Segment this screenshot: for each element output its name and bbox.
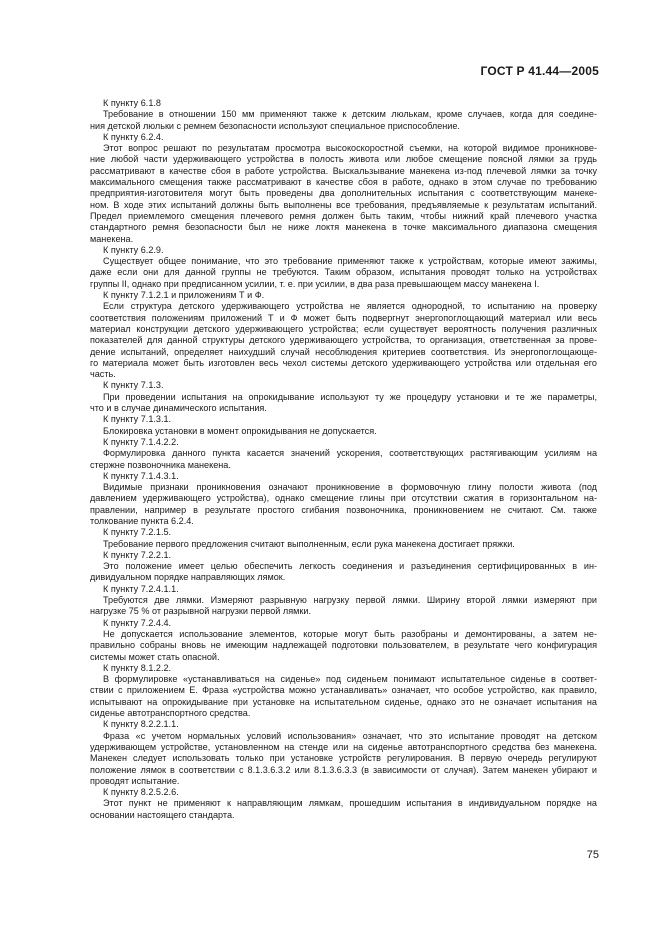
paragraph-line: Формулировка данного пункта касается значений ускорения, соответствующих растягивающим усилиям на xyxy=(103,448,597,459)
section-paragraph xyxy=(90,392,597,415)
paragraph-line: сиденье автотранспортного средства. xyxy=(90,708,251,719)
section-reference: К пункту 7.1.3.1. xyxy=(103,414,172,425)
document-header: ГОСТ Р 41.44—2005 xyxy=(480,64,599,78)
paragraph-line: даже если они для данной группы не требуются. Таким образом, испытания проводят только на устройствах xyxy=(90,267,597,278)
section-paragraph xyxy=(90,256,597,290)
paragraph-line: показателей для данной структуры детского удерживающего устройства, то организация, ответственная за прове- xyxy=(90,335,597,346)
paragraph-line: часть. xyxy=(90,369,116,380)
paragraph-line: положение лямок в соответствии с 8.1.3.6.3.2 или 8.1.3.6.3.3 (в зависимости от случая). Затем манекен убирают и xyxy=(90,764,597,775)
paragraph-line: предприятия-изготовителя могут быть проведены два дополнительных испытания с соответствующим манеке- xyxy=(90,188,597,199)
paragraph-line: Этот вопрос решают по результатам просмотра высокоскоростной съемки, на которой видимое проникнове- xyxy=(103,143,597,154)
paragraph-line: что и в случае динамического испытания. xyxy=(90,403,267,414)
document-body xyxy=(90,98,597,821)
section-paragraph xyxy=(90,595,597,618)
paragraph-line: правильно собраны вновь не имеющим надлежащей подготовки пользователем, в результате чего конфигурация xyxy=(90,640,597,651)
paragraph-line: группы II, однако при предписанном усилии, т. е. при усилии, в два раза превышающем массу манекена I. xyxy=(90,278,540,289)
section-paragraph xyxy=(90,798,597,821)
paragraph-line: материал конструкции детского удерживающего устройства; если существует вероятность получения различных xyxy=(90,323,597,334)
section-paragraph xyxy=(90,301,597,380)
page-number: 75 xyxy=(586,849,599,861)
paragraph-line: стандартного ремня безопасности был не ниже локтя манекена в точке максимального диапазона смещения xyxy=(90,222,597,233)
paragraph-line: В формулировке «устанавливаться на сиденье» под сиденьем понимают испытательное сиденье в соответ- xyxy=(103,674,597,685)
paragraph-line: испытывают на опрокидывание при установке на испытательном сиденье, однако это не означает испытания на xyxy=(90,696,597,707)
paragraph-line: дение испытаний, определяет наихудший случай несоблюдения критериев соответствия. Из энергопоглощающе- xyxy=(90,346,597,357)
paragraph-line: ния детской люльки с ремнем безопасности используют специальное приспособление. xyxy=(90,120,460,131)
paragraph-line: правлении, например в результате простого сгибания позвоночника, проникновением не считают. См. также xyxy=(90,504,597,515)
section-paragraph xyxy=(90,629,597,663)
paragraph-line: При проведении испытания на опрокидывание используют ту же процедуру установки и те же параметры, xyxy=(103,391,597,402)
section-reference: К пункту 6.1.8 xyxy=(103,98,161,108)
paragraph-line: Существует общее понимание, что это требование применяют также к устройствам, которые имеют зажимы, xyxy=(103,256,597,267)
section-reference: К пункту 7.2.4.4. xyxy=(103,617,172,628)
paragraph-line: ном. В ходе этих испытаний должны быть выполнены все требования, предъявляемые к результатам испытаний. xyxy=(90,199,597,210)
section-reference: К пункту 7.1.4.2.2. xyxy=(103,436,179,447)
paragraph-line: проводят испытание. xyxy=(90,775,180,786)
section-paragraph xyxy=(90,143,597,245)
paragraph-line: основании настоящего стандарта. xyxy=(90,809,235,820)
paragraph-line: Видимые признаки проникновения означают проникновение в формовочную глину полости живота (под xyxy=(103,482,597,493)
paragraph-line: толкование пункта 6.2.4. xyxy=(90,515,194,526)
section-paragraph xyxy=(90,539,597,550)
section-reference: К пункту 6.2.9. xyxy=(103,244,164,255)
section-reference: К пункту 6.2.4. xyxy=(103,131,164,142)
paragraph-line: ние любой части удерживающего устройства в полость живота или любое смещение поясной лямки за грудь xyxy=(90,154,597,165)
paragraph-line: нагрузке 75 % от разрывной нагрузки первой лямки. xyxy=(90,606,311,617)
section-reference: К пункту 7.1.4.3.1. xyxy=(103,470,179,481)
paragraph-line: Это положение имеет целью обеспечить легкость соединения и разъединения сертифицированных в ин- xyxy=(103,561,597,572)
paragraph-line: манекена. xyxy=(90,233,134,244)
paragraph-line: давлением удерживающего устройства), однако смещение глины при отсутствии сжатия в горизонтальном на- xyxy=(90,493,597,504)
section-reference: К пункту 7.2.1.5. xyxy=(103,527,172,538)
paragraph-line: системы может стать опасной. xyxy=(90,651,220,662)
section-paragraph xyxy=(90,674,597,719)
section-reference: К пункту 7.1.3. xyxy=(103,380,164,391)
paragraph-line: рассматривают в качестве сбоя в работе устройства. Выскальзывание манекена из-под плечевой лямки за точку xyxy=(90,165,597,176)
paragraph-line: ствии с приложением Е. Фраза «устройства можно устанавливать» означает, что особое устройство, как правило, xyxy=(90,685,597,696)
paragraph-line: Предел приемлемого смещения плечевого ремня должен быть таким, чтобы нижний край плечевого участка xyxy=(90,210,597,221)
paragraph-line: Блокировка установки в момент опрокидывания не допускается. xyxy=(103,425,377,436)
section-paragraph xyxy=(90,109,597,132)
section-reference: К пункту 7.2.2.1. xyxy=(103,549,172,560)
paragraph-line: Требование первого предложения считают выполненным, если рука манекена достигает пряжки. xyxy=(103,538,515,549)
section-reference: К пункту 8.2.5.2.6. xyxy=(103,787,179,798)
paragraph-line: Этот пункт не применяют к направляющим лямкам, прошедшим испытания в индивидуальном порядке на xyxy=(103,798,597,809)
paragraph-line: го материала может быть изготовлен весь чехол системы детского удерживающего устройства или отдельная его xyxy=(90,357,597,368)
section-paragraph xyxy=(90,448,597,471)
paragraph-line: Требование в отношении 150 мм применяют также к детским люлькам, кроме случаев, когда для соедине- xyxy=(103,109,597,120)
paragraph-line: Если структура детского удерживающего устройства не является однородной, то испытанию на проверку xyxy=(103,301,597,312)
section-reference: К пункту 8.2.2.1.1. xyxy=(103,719,179,730)
section-paragraph xyxy=(90,426,597,437)
section-paragraph xyxy=(90,482,597,527)
section-reference: К пункту 8.1.2.2. xyxy=(103,662,172,673)
section-paragraph xyxy=(90,561,597,584)
paragraph-line: Не допускается использование элементов, которые могут быть разобраны и демонтированы, а затем не- xyxy=(103,628,597,639)
paragraph-line: максимального смещения также рассматривают в качестве сбоя в работе, однако в этом случае по требованию xyxy=(90,177,597,188)
paragraph-line: стержне позвоночника манекена. xyxy=(90,459,231,470)
section-reference: К пункту 7.1.2.1 и приложениям Т и Ф. xyxy=(103,290,265,301)
section-paragraph xyxy=(90,731,597,787)
paragraph-line: Требуются две лямки. Измеряют разрывную нагрузку первой лямки. Ширину второй лямки измеряют при xyxy=(103,595,597,606)
paragraph-line: дивидуальном порядке направляющих лямок. xyxy=(90,572,286,583)
paragraph-line: Манекен следует использовать только при установке устройств регулирования. В первую очередь регулируют xyxy=(90,753,597,764)
paragraph-line: Фраза «с учетом нормальных условий использования» означает, что это испытание проводят на детском xyxy=(103,730,597,741)
paragraph-line: удерживающем устройстве, установленном на стенде или на сиденье автотранспортного средства без манекена. xyxy=(90,741,597,752)
section-reference: К пункту 7.2.4.1.1. xyxy=(103,583,179,594)
paragraph-line: соответствия положениям приложений Т и Ф может быть подвергнут энергопоглощающий материал или весь xyxy=(90,312,597,323)
